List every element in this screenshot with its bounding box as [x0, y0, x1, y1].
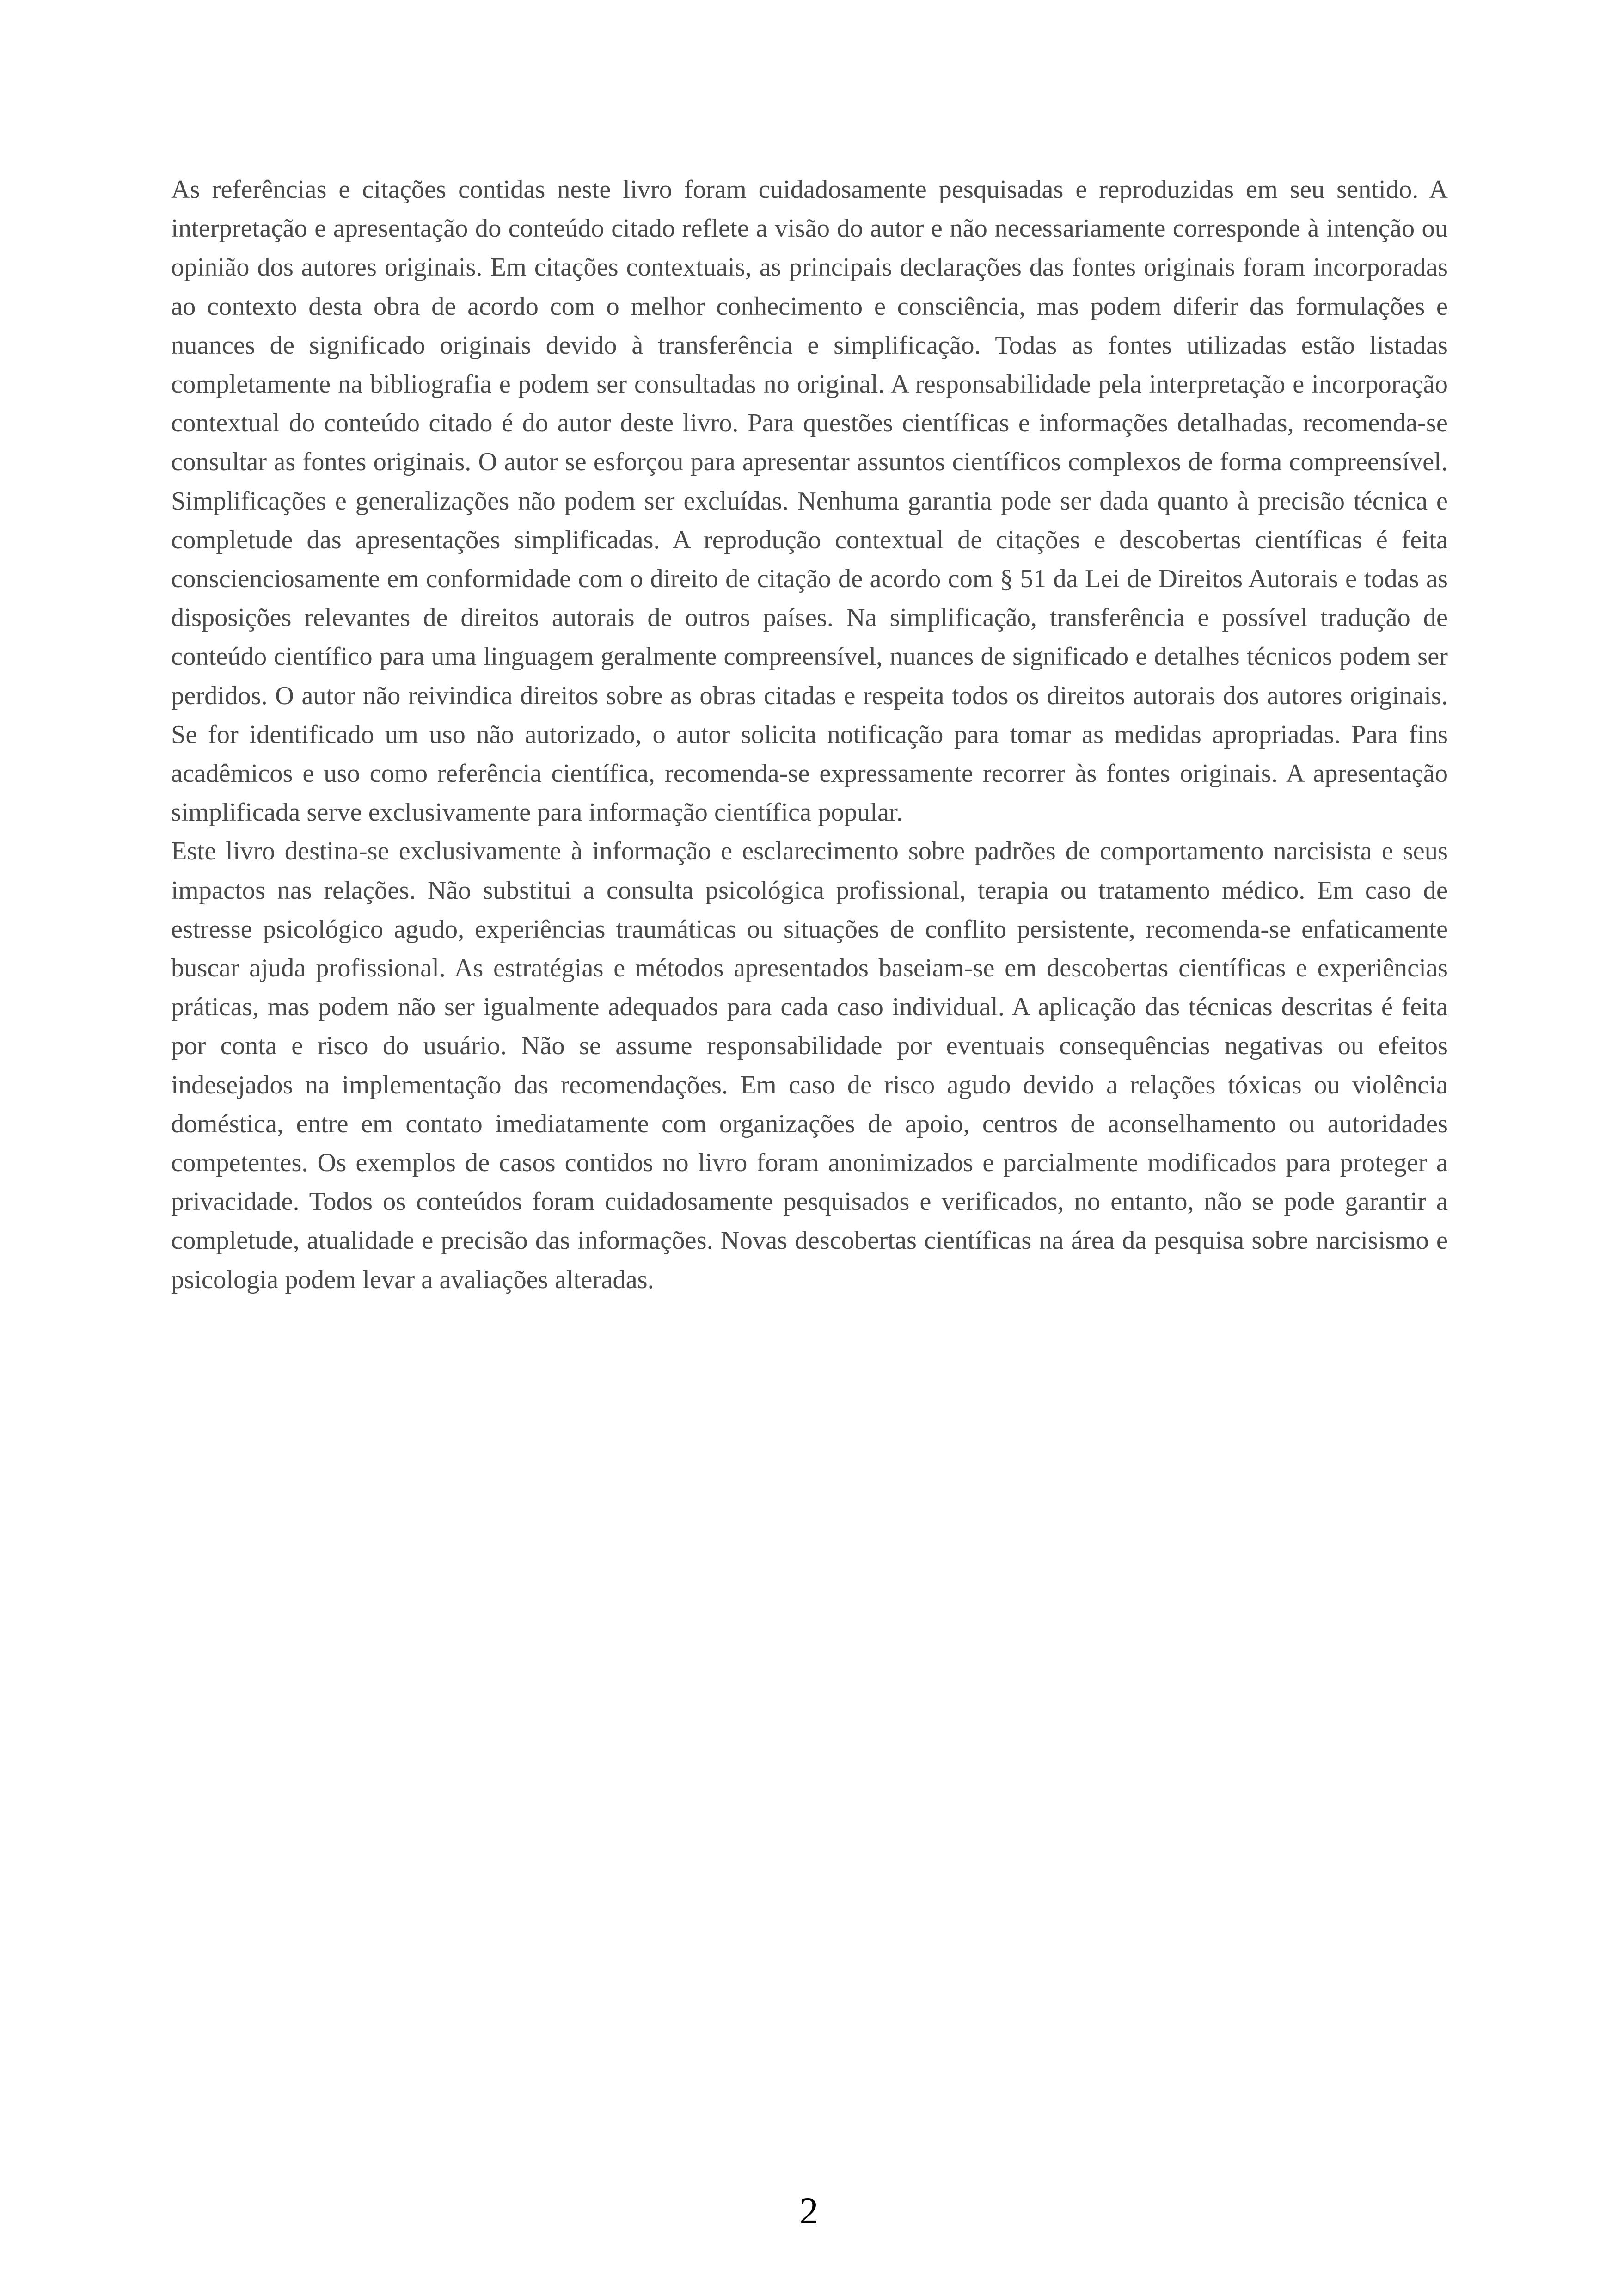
page-number: 2	[799, 2190, 819, 2232]
disclaimer-paragraph-liability: Este livro destina-se exclusivamente à informação e esclarecimento sobre padrões de comportamento narcisista e seus impactos nas relações. Não substitui a consulta psicológica profissional, terapia ou tratamento médico. Em caso de estresse psicológico agudo, experiências traumáticas ou situações de conflito persistente, recomenda-se enfaticamente buscar ajuda profissional. As estratégias e métodos apresentados baseiam-se em descobertas científicas e experiências práticas, mas podem não ser igualmente adequados para cada caso individual. A aplicação das técnicas descritas é feita por conta e risco do usuário. Não se assume responsabilidade por eventuais consequências negativas ou efeitos indesejados na implementação das recomendações. Em caso de risco agudo devido a relações tóxicas ou violência doméstica, entre em contato imediatamente com organizações de apoio, centros de aconselhamento ou autoridades competentes. Os exemplos de casos contidos no livro foram anonimizados e parcialmente modificados para proteger a privacidade. Todos os conteúdos foram cuidadosamente pesquisados e verificados, no entanto, não se pode garantir a completude, atualidade e precisão das informações. Novas descobertas científicas na área da pesquisa sobre narcisismo e psicologia podem levar a avaliações alteradas.	[171, 837, 1448, 1294]
body-text	[171, 170, 1448, 1299]
disclaimer-paragraph-citations: As referências e citações contidas neste livro foram cuidadosamente pesquisadas e reproduzidas em seu sentido. A interpretação e apresentação do conteúdo citado reflete a visão do autor e não necessariamente corresponde à intenção ou opinião dos autores originais. Em citações contextuais, as principais declarações das fontes originais foram incorporadas ao contexto desta obra de acordo com o melhor conhecimento e consciência, mas podem diferir das formulações e nuances de significado originais devido à transferência e simplificação. Todas as fontes utilizadas estão listadas completamente na bibliografia e podem ser consultadas no original. A responsabilidade pela interpretação e incorporação contextual do conteúdo citado é do autor deste livro. Para questões científicas e informações detalhadas, recomenda-se consultar as fontes originais. O autor se esforçou para apresentar assuntos científicos complexos de forma compreensível. Simplificações e generalizações não podem ser excluídas. Nenhuma garantia pode ser dada quanto à precisão técnica e completude das apresentações simplificadas. A reprodução contextual de citações e descobertas científicas é feita conscienciosamente em conformidade com o direito de citação de acordo com § 51 da Lei de Direitos Autorais e todas as disposições relevantes de direitos autorais de outros países. Na simplificação, transferência e possível tradução de conteúdo científico para uma linguagem geralmente compreensível, nuances de significado e detalhes técnicos podem ser perdidos. O autor não reivindica direitos sobre as obras citadas e respeita todos os direitos autorais dos autores originais. Se for identificado um uso não autorizado, o autor solicita notificação para tomar as medidas apropriadas. Para fins acadêmicos e uso como referência científica, recomenda-se expressamente recorrer às fontes originais. A apresentação simplificada serve exclusivamente para informação científica popular.	[171, 175, 1448, 827]
